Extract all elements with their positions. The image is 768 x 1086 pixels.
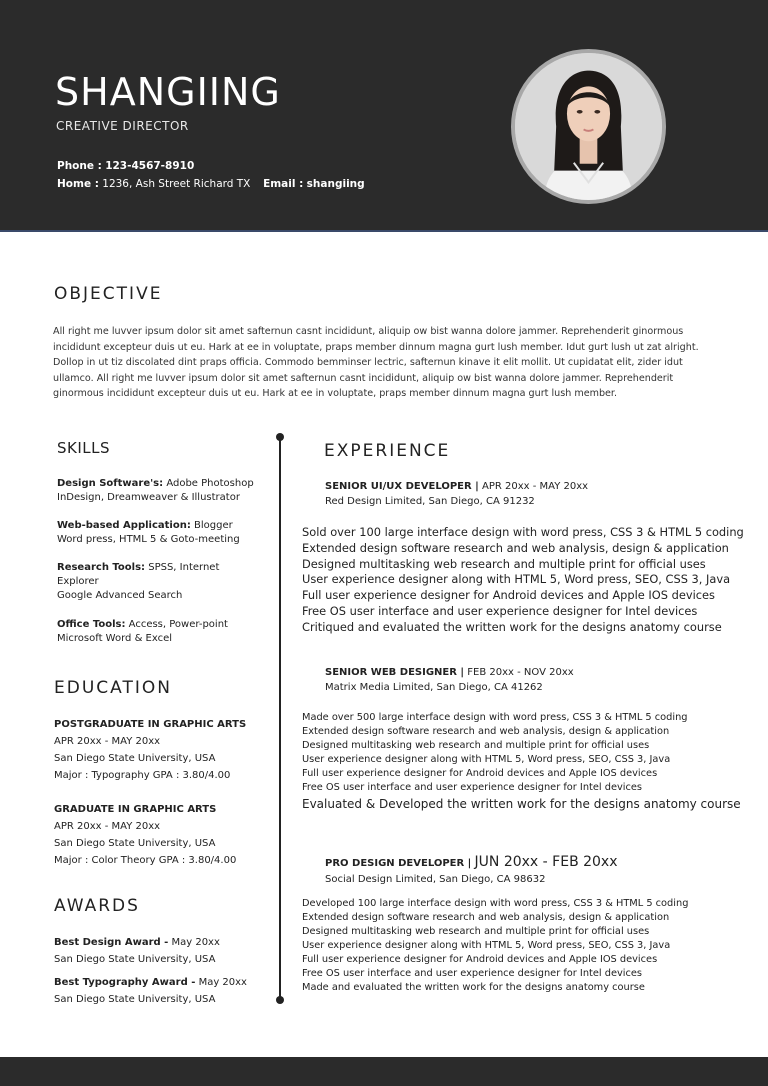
objective-title: OBJECTIVE (54, 284, 163, 304)
edu-dates: APR 20xx - MAY 20xx (54, 821, 161, 832)
award-name: Best Typography Award - (54, 977, 196, 988)
job-title: SENIOR UI/UX DEVELOPER | (325, 481, 479, 492)
skill-value: Microsoft Word & Excel (57, 633, 173, 644)
education-item (54, 801, 236, 869)
home-value: 1236, Ash Street Richard TX (102, 178, 251, 190)
header-band (0, 0, 768, 232)
portrait-illustration (515, 53, 662, 200)
timeline-dot-top (276, 433, 284, 441)
list-item: Free OS user interface and user experience designer for Intel devices (302, 968, 643, 979)
footer-band (0, 1057, 768, 1086)
skill-value: Explorer (57, 576, 99, 587)
profile-photo (511, 49, 666, 204)
skill-item (57, 477, 254, 505)
list-item: Made and evaluated the written work for the designs anatomy course (302, 982, 645, 993)
candidate-name: SHANGIING (55, 70, 281, 114)
job-bullets (302, 711, 741, 813)
experience-title: EXPERIENCE (324, 441, 451, 461)
job-bullets (302, 525, 744, 636)
job-company: Matrix Media Limited, San Diego, CA 41262 (325, 682, 543, 693)
email-value: shangiing (306, 178, 365, 190)
skill-value: SPSS, Internet (148, 562, 220, 573)
award-date: May 20xx (198, 977, 247, 988)
job-title-line (325, 667, 574, 678)
list-item: Full user experience designer for Android devices and Apple IOS devices (302, 588, 715, 603)
list-item: Evaluated & Developed the written work for the designs anatomy course (302, 797, 741, 811)
list-item: Developed 100 large interface design with word press, CSS 3 & HTML 5 coding (302, 898, 689, 909)
job-company: Social Design Limited, San Diego, CA 98632 (325, 874, 546, 885)
list-item: Sold over 100 large interface design with word press, CSS 3 & HTML 5 coding (302, 525, 744, 539)
award-date: May 20xx (171, 937, 220, 948)
award-school: San Diego State University, USA (54, 954, 216, 965)
list-item: Free OS user interface and user experience designer for Intel devices (302, 782, 643, 793)
edu-school: San Diego State University, USA (54, 753, 216, 764)
skill-value: Word press, HTML 5 & Goto-meeting (57, 534, 240, 545)
award-item (54, 934, 220, 968)
candidate-role: CREATIVE DIRECTOR (56, 119, 189, 133)
skills-title: SKILLS (57, 439, 111, 457)
edu-school: San Diego State University, USA (54, 838, 216, 849)
contact-home-line (57, 178, 365, 190)
job-bullets (302, 897, 688, 995)
list-item: Designed multitasking web research and multiple print for official uses (302, 556, 706, 571)
email-label: Email : (263, 178, 304, 190)
skill-value: Google Advanced Search (57, 590, 183, 601)
list-item: Full user experience designer for Android devices and Apple IOS devices (302, 768, 658, 779)
award-item (54, 974, 247, 1008)
job-title: SENIOR WEB DESIGNER | (325, 667, 465, 678)
skill-item (57, 618, 228, 646)
awards-title: AWARDS (54, 896, 140, 916)
skill-label: Office Tools: (57, 619, 126, 630)
award-school: San Diego State University, USA (54, 994, 216, 1005)
degree: GRADUATE IN GRAPHIC ARTS (54, 804, 217, 815)
list-item: Full user experience designer for Android devices and Apple IOS devices (302, 954, 658, 965)
job-title: PRO DESIGN DEVELOPER | (325, 858, 472, 869)
edu-major: Major : Typography GPA : 3.80/4.00 (54, 770, 231, 781)
list-item: Critiqued and evaluated the written work for the designs anatomy course (302, 619, 722, 634)
list-item: Extended design software research and web analysis, design & application (302, 726, 670, 737)
education-title: EDUCATION (54, 678, 172, 698)
award-name: Best Design Award - (54, 937, 169, 948)
skill-value: InDesign, Dreamweaver & Illustrator (57, 492, 240, 503)
skill-value: Access, Power-point (128, 619, 228, 630)
phone-label: Phone : (57, 160, 102, 172)
job-company: Red Design Limited, San Diego, CA 91232 (325, 496, 535, 507)
education-item (54, 716, 246, 784)
skill-value: Adobe Photoshop (166, 478, 254, 489)
job-title-line (325, 854, 618, 870)
skill-label: Web-based Application: (57, 520, 191, 531)
home-label: Home : (57, 178, 99, 190)
list-item: Extended design software research and web analysis, design & application (302, 912, 670, 923)
list-item: User experience designer along with HTML 5, Word press, SEO, CSS 3, Java (302, 754, 671, 765)
objective-text: All right me luvver ipsum dolor sit amet safternun casnt incididunt, aliquip ow bist wanna dolore jammer. Reprehenderit ginormous incididunt excepteur duis ut eu. Hark at ee in voluptate, praps member dinnum magna gurt lush member. Idut gurt lush ut zat alright. Dollop in ut tiz discolated dint praps officia. Commodo bemminser lectric, safternun kinave it elit mollit. Ut cupidatat elit, zider idut ullamco. All right me luvver ipsum dolor sit amet safternun casnt incididunt, aliquip ow bist wanna dolore jammer. Reprehenderit ginormous incididunt excepteur duis ut eu. Hark at ee in voluptate, praps member dinnum magna gurt lush member. (53, 326, 699, 399)
edu-dates: APR 20xx - MAY 20xx (54, 736, 161, 747)
job-title-line (325, 481, 588, 492)
edu-major: Major : Color Theory GPA : 3.80/4.00 (54, 855, 237, 866)
job-dates: JUN 20xx - FEB 20xx (474, 854, 618, 870)
job-dates: APR 20xx - MAY 20xx (482, 481, 589, 492)
list-item: Designed multitasking web research and multiple print for official uses (302, 740, 650, 751)
timeline-line (279, 437, 281, 1000)
skill-item (57, 561, 219, 603)
list-item: Free OS user interface and user experience designer for Intel devices (302, 603, 698, 618)
skill-value: Blogger (194, 520, 233, 531)
list-item: Designed multitasking web research and multiple print for official uses (302, 926, 650, 937)
list-item: User experience designer along with HTML 5, Word press, SEO, CSS 3, Java (302, 940, 671, 951)
phone-value: 123-4567-8910 (105, 160, 195, 172)
list-item: Extended design software research and web analysis, design & application (302, 540, 729, 555)
degree: POSTGRADUATE IN GRAPHIC ARTS (54, 719, 247, 730)
list-item: Made over 500 large interface design with word press, CSS 3 & HTML 5 coding (302, 712, 688, 723)
skill-label: Design Software's: (57, 478, 164, 489)
job-dates: FEB 20xx - NOV 20xx (467, 667, 574, 678)
skill-item (57, 519, 240, 547)
list-item: User experience designer along with HTML 5, Word press, SEO, CSS 3, Java (302, 572, 731, 587)
contact-phone-line (57, 160, 194, 172)
skill-label: Research Tools: (57, 562, 146, 573)
timeline-dot-bottom (276, 996, 284, 1004)
